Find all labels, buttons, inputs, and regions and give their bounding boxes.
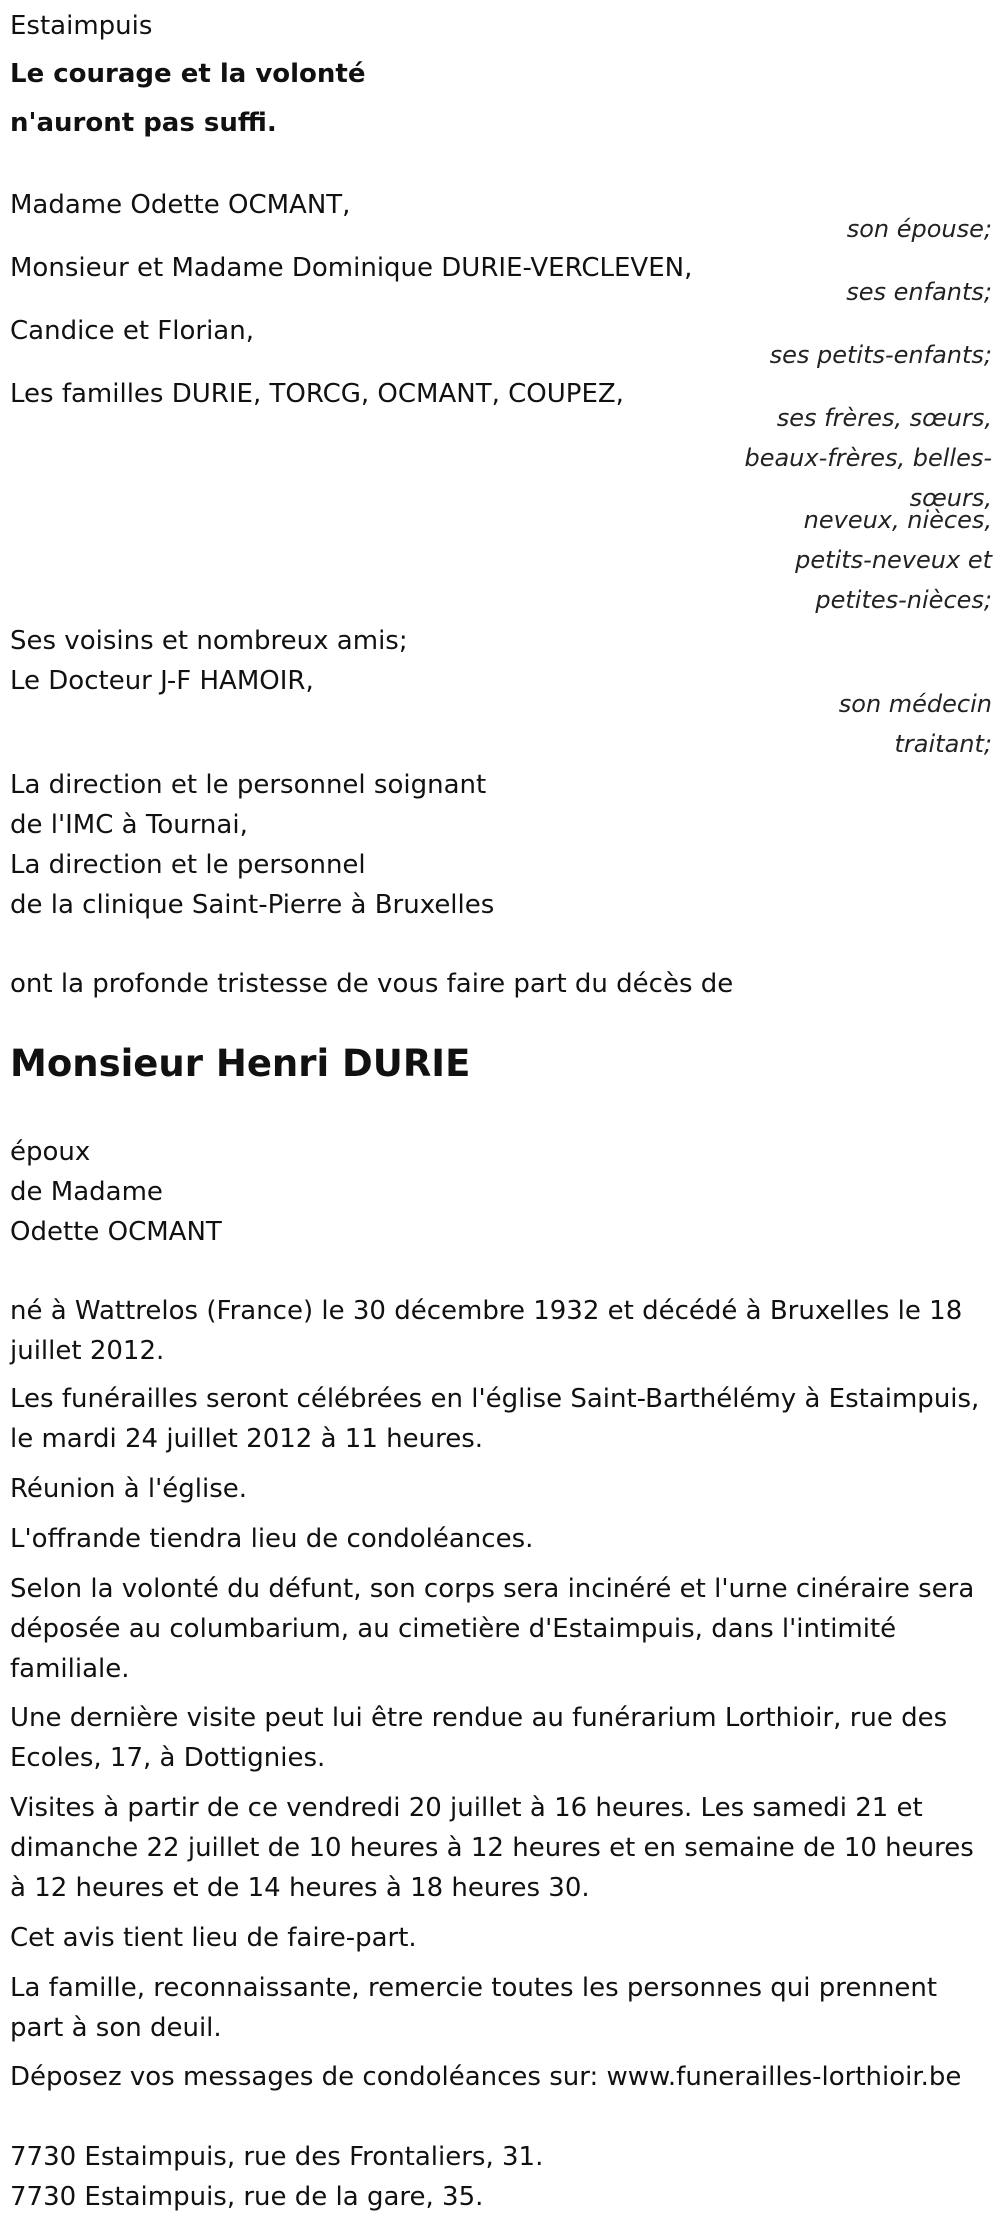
mourner-spouse-name: Madame Odette OCMANT, bbox=[10, 190, 351, 220]
institution-line-2: de l'IMC à Tournai, bbox=[10, 810, 248, 840]
mourner-spouse-relation: son épouse; bbox=[846, 215, 992, 243]
institution-line-3: La direction et le personnel bbox=[10, 850, 366, 880]
doctor-relation-2: traitant; bbox=[894, 730, 992, 758]
mourner-families-name: Les familles DURIE, TORCG, OCMANT, COUPEZ, bbox=[10, 379, 624, 409]
spouse-line-3: Odette OCMANT bbox=[10, 1217, 222, 1247]
quote-line-1: Le courage et la volonté bbox=[10, 59, 366, 89]
location-text: Estaimpuis bbox=[10, 11, 153, 41]
institution-line-1: La direction et le personnel soignant bbox=[10, 770, 487, 800]
mourner-grandchildren-relation: ses petits-enfants; bbox=[769, 341, 992, 369]
quote-line-2: n'auront pas suffi. bbox=[10, 108, 277, 138]
mourner-children-relation: ses enfants; bbox=[846, 278, 992, 306]
visits-paragraph: Visites à partir de ce vendredi 20 juillet à 16 heures. Les samedi 21 et dimanche 22 juillet de 10 heures à 12 heures et en semaine de 10 heures à 12 heures et de 14 heures à 18 heures 30. bbox=[10, 1793, 974, 1903]
mourner-families-relation-5: petits-neveux et bbox=[795, 546, 992, 574]
deceased-name: Monsieur Henri DURIE bbox=[10, 1042, 471, 1085]
mourner-families-relation-2: beaux-frères, belles- bbox=[744, 444, 992, 472]
doctor-relation-1: son médecin bbox=[838, 690, 992, 718]
mourner-children-name: Monsieur et Madame Dominique DURIE-VERCLEVEN, bbox=[10, 253, 693, 283]
mourner-families-relation-3: sœurs, bbox=[909, 484, 992, 512]
friends-text: Ses voisins et nombreux amis; bbox=[10, 626, 408, 656]
address-line-1: 7730 Estaimpuis, rue des Frontaliers, 31. bbox=[10, 2142, 544, 2172]
mourner-families-relation-6: petites-nièces; bbox=[815, 586, 992, 614]
birth-death-paragraph: né à Wattrelos (France) le 30 décembre 1932 et décédé à Bruxelles le 18 juillet 2012. bbox=[10, 1296, 963, 1366]
mourner-grandchildren-name: Candice et Florian, bbox=[10, 316, 254, 346]
last-visit-paragraph: Une dernière visite peut lui être rendue au funérarium Lorthioir, rue des Ecoles, 17, à Dottignies. bbox=[10, 1703, 948, 1773]
mourner-families-relation-1: ses frères, sœurs, bbox=[776, 404, 992, 432]
institution-line-4: de la clinique Saint-Pierre à Bruxelles bbox=[10, 890, 495, 920]
meeting-paragraph: Réunion à l'église. bbox=[10, 1474, 248, 1504]
cremation-paragraph: Selon la volonté du défunt, son corps sera incinéré et l'urne cinéraire sera déposée au columbarium, au cimetière d'Estaimpuis, dans l'intimité familiale. bbox=[10, 1574, 975, 1684]
mourner-families-relation-4: neveux, nièces, bbox=[803, 506, 992, 534]
thanks-paragraph: La famille, reconnaissante, remercie toutes les personnes qui prennent part à son deuil. bbox=[10, 1973, 938, 2043]
spouse-line-2: de Madame bbox=[10, 1177, 163, 1207]
announcement-text: ont la profonde tristesse de vous faire part du décès de bbox=[10, 969, 734, 999]
notice-paragraph: Cet avis tient lieu de faire-part. bbox=[10, 1923, 417, 1953]
offering-paragraph: L'offrande tiendra lieu de condoléances. bbox=[10, 1524, 534, 1554]
spouse-line-1: époux bbox=[10, 1137, 91, 1167]
address-line-2: 7730 Estaimpuis, rue de la gare, 35. bbox=[10, 2182, 484, 2212]
condolences-paragraph: Déposez vos messages de condoléances sur: www.funerailles-lorthioir.be bbox=[10, 2062, 962, 2092]
funeral-paragraph: Les funérailles seront célébrées en l'église Saint-Barthélémy à Estaimpuis, le mardi 24 juillet 2012 à 11 heures. bbox=[10, 1384, 980, 1454]
doctor-name: Le Docteur J-F HAMOIR, bbox=[10, 666, 314, 696]
